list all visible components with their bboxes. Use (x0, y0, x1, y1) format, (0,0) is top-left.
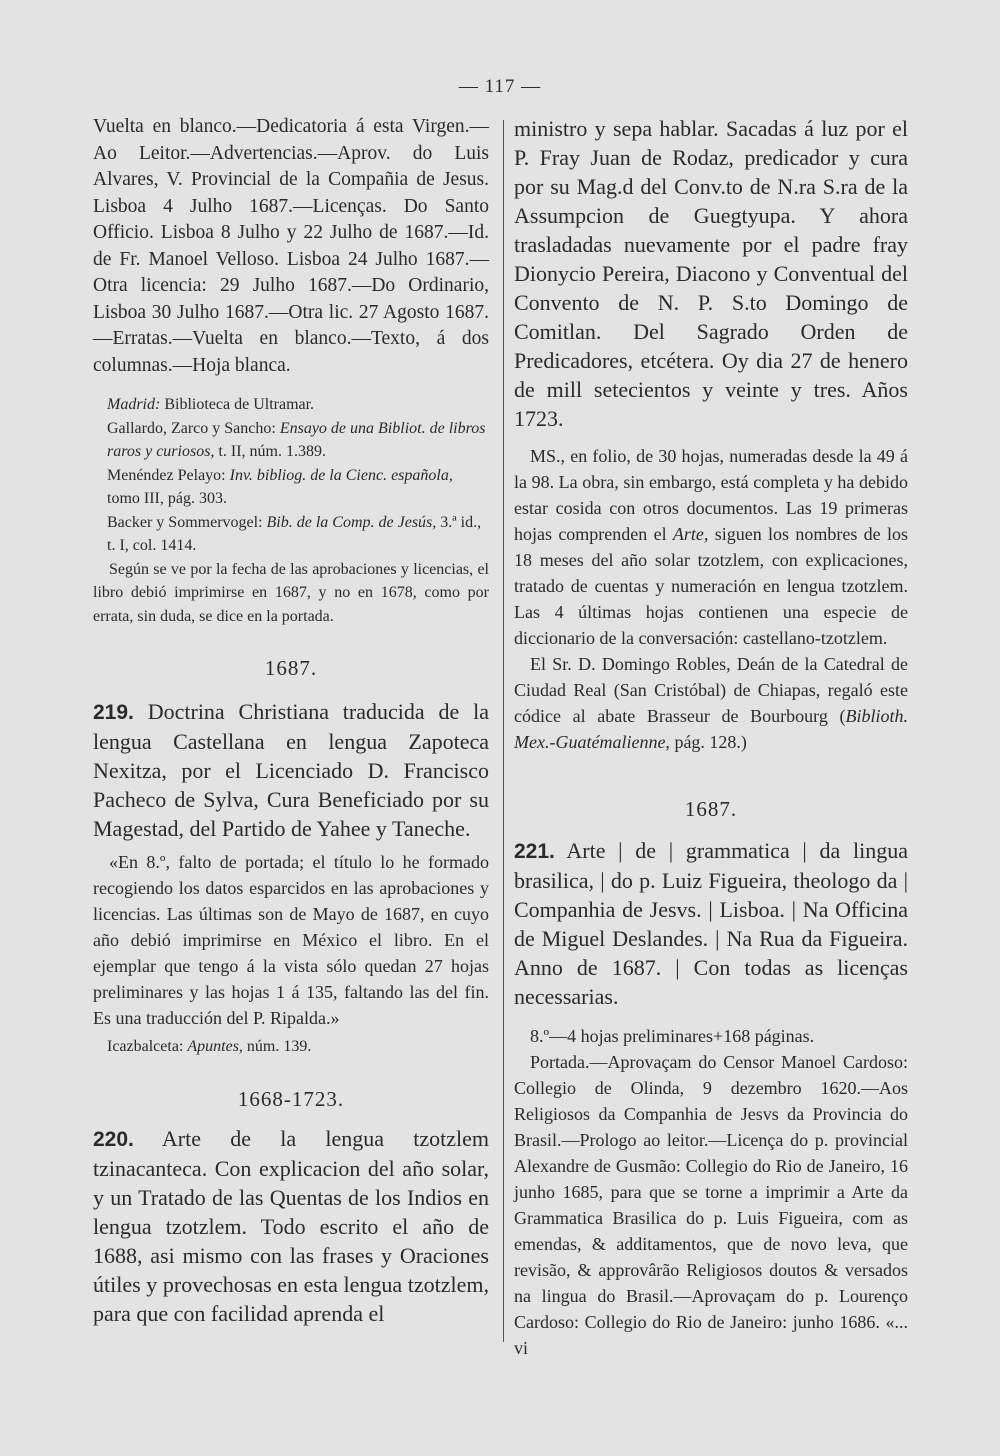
provenance-rest: pág. 128.) (669, 732, 747, 752)
ms-rest: siguen los nombres de los 18 meses del año solar tzotzlem, con explicaciones, tratado de cuentas y numeración en lengua tzotzlem. Las 4 últimas hojas contienen una especie de diccionario de la conversación: castellano-tzotzlem. (514, 524, 908, 648)
ref-author: Backer y Sommervogel: (107, 513, 267, 531)
ref-rest: 3.ª id., t. I, col. 1414. (107, 513, 482, 554)
ref-title: Bib. de la Comp. de Jesús, (266, 513, 437, 531)
provenance-text: El Sr. D. Domingo Robles, Deán de la Catedral de Ciudad Real (San Cristóbal) de Chiapas, regaló este códice al abate Brasseur de Bourbourg ( (514, 654, 908, 726)
entry-220 (93, 1124, 489, 1328)
reference-menendez (107, 464, 489, 511)
page-number: — 117 — (458, 76, 542, 97)
entry-221-body: Portada.—Aprovaçam do Censor Manoel Cardoso: Collegio de Olinda, 9 dezembro 1620.—Aos Religiosos da Companhia de Jesvs da Provincia do Brasil.—Prologo ao leitor.—Licença do p. provincial Alexandre de Gusmão: Collegio do Rio de Janeiro, 16 junho 1685, para que se torne a imprimir a Arte da Grammatica Brasilica do p. Luis Figueira, com as emendas, & additamentos, que de novo leva, que revisão, & approvârão Religiosos doutos & versados na lingua do Brasil.—Aprovaçam do p. Lourenço Cardoso: Collegio do Rio de Janeiro: junho 1686. «... vi (514, 1052, 908, 1358)
entry-title: Arte | de | grammatica | da lingua brasilica, | do p. Luiz Figueira, theologo da | Companhia de Jesvs. | Lisboa. | Na Officina de Miguel Deslandes. | Na Rua da Figueira. Anno de 1687. | Con todas as licenças necessarias. (514, 838, 908, 1009)
reference-gallardo (107, 417, 489, 464)
reference-icazbalceta (107, 1035, 489, 1059)
ref-place: Madrid: (107, 396, 161, 413)
right-column (514, 114, 908, 1361)
entry-219-body: «En 8.º, falto de portada; el título lo he formado recogiendo los datos esparcidos en las aprobaciones y licencias. Las últimas son de Mayo de 1687, en cuyo año debió imprimirse en México el libro. En el ejemplar que tengo á la vista sólo quedan 27 hojas preliminares y las hojas 1 á 135, faltando las del fin. Es una traducción del P. Ripalda.» (93, 852, 489, 1028)
ref-title: Inv. bibliog. de la Cienc. española, (229, 466, 453, 484)
entry-title: Arte de la lengua tzotzlem tzinacanteca. Con explicacion del año solar, y un Tratado de las Quentas de los Indios en lengua tzotzlem. Todo escrito el año de 1688, asi mismo con las frases y Oraciones útiles y provechosas en esta lengua tzotzlem, para que con facilidad aprenda el (93, 1125, 489, 1326)
entry-221 (514, 836, 908, 1011)
ref-text: Biblioteca de Ultramar. (160, 396, 315, 413)
column-divider (503, 120, 504, 1342)
reference-backer (107, 511, 489, 558)
entry-220-continued: ministro y sepa hablar. Sacadas á luz por el P. Fray Juan de Rodaz, predicador y cura por su Mag.d del Conv.to de N.ra S.ra de la Assumpcion de Guegtyupa. Y ahora trasladadas nuevamente por el padre fray Dionycio Pereira, Diacono y Conventual del Convento de N. P. S.to Domingo de Comitlan. Del Sagrado Orden de Predicadores, etcétera. Oy dia 27 de henero de mill setecientos y veinte y tres. Años 1723. (514, 116, 908, 431)
ms-text: MS., en folio, de 30 hojas, numeradas desde la 49 á la 98. La obra, sin embargo, está completa y ha debido estar cosida con otros documentos. Las 19 primeras hojas comprenden el (514, 446, 908, 544)
ref-author: Gallardo, Zarco y Sancho: (107, 419, 280, 437)
ms-italic: Arte, (672, 524, 709, 544)
ref-rest: t. II, núm. 1.389. (214, 443, 326, 460)
entry-219 (93, 697, 489, 843)
year-heading: 1668-1723. (237, 1086, 345, 1111)
year-heading: 1687. (264, 656, 318, 680)
year-heading: 1687. (684, 797, 738, 821)
reference-madrid (107, 393, 489, 417)
entry-number: 219. (93, 701, 134, 724)
entry-title: Doctrina Christiana traducida de la lengua Castellana en lengua Zapoteca Nexitza, por el Licenciado D. Francisco Pacheco de Sylva, Cura Beneficiado por su Magestad, del Partido de Yahee y Taneche. (93, 699, 489, 841)
ref-rest: núm. 139. (242, 1038, 312, 1055)
left-column (93, 114, 489, 1328)
note-paragraph: Según se ve por la fecha de las aprobaciones y licencias, el libro debió imprimirse en 1687, y no en 1678, como por errata, sin duda, se dice en la portada. (93, 560, 489, 625)
provenance-italic: Biblioth. Mex.-Guatémalienne, (514, 706, 908, 752)
entry-number: 220. (93, 1127, 134, 1151)
ref-title: Apuntes, (187, 1038, 243, 1055)
entry-221-format: 8.º—4 hojas preliminares+168 páginas. (530, 1026, 815, 1046)
ref-rest: tomo III, pág. 303. (107, 490, 227, 507)
intro-paragraph: Vuelta en blanco.—Dedicatoria á esta Virgen.—Ao Leitor.—Advertencias.—Aprov. do Luis Alvares, V. Provincial de la Compañia de Jesus. Lisboa 4 Julho 1687.—Licenças. Do Santo Officio. Lisboa 8 Julho y 22 Julho de 1687.—Id. de Fr. Manoel Velloso. Lisboa 24 Julho 1687.—Otra licencia: 29 Julho 1687.—Do Ordinario, Lisboa 30 Julho 1687.—Otra lic. 27 Agosto 1687.—Erratas.—Vuelta en blanco.—Texto, á dos columnas.—Hoja blanca. (93, 116, 489, 376)
ref-author: Icazbalceta: (107, 1038, 188, 1055)
ref-author: Menéndez Pelayo: (107, 466, 230, 484)
manuscript-description (514, 443, 908, 651)
entry-number: 221. (514, 840, 555, 863)
provenance-paragraph (514, 651, 908, 755)
ref-title: Ensayo de una Bibliot. de libros raros y curiosos, (107, 419, 486, 460)
